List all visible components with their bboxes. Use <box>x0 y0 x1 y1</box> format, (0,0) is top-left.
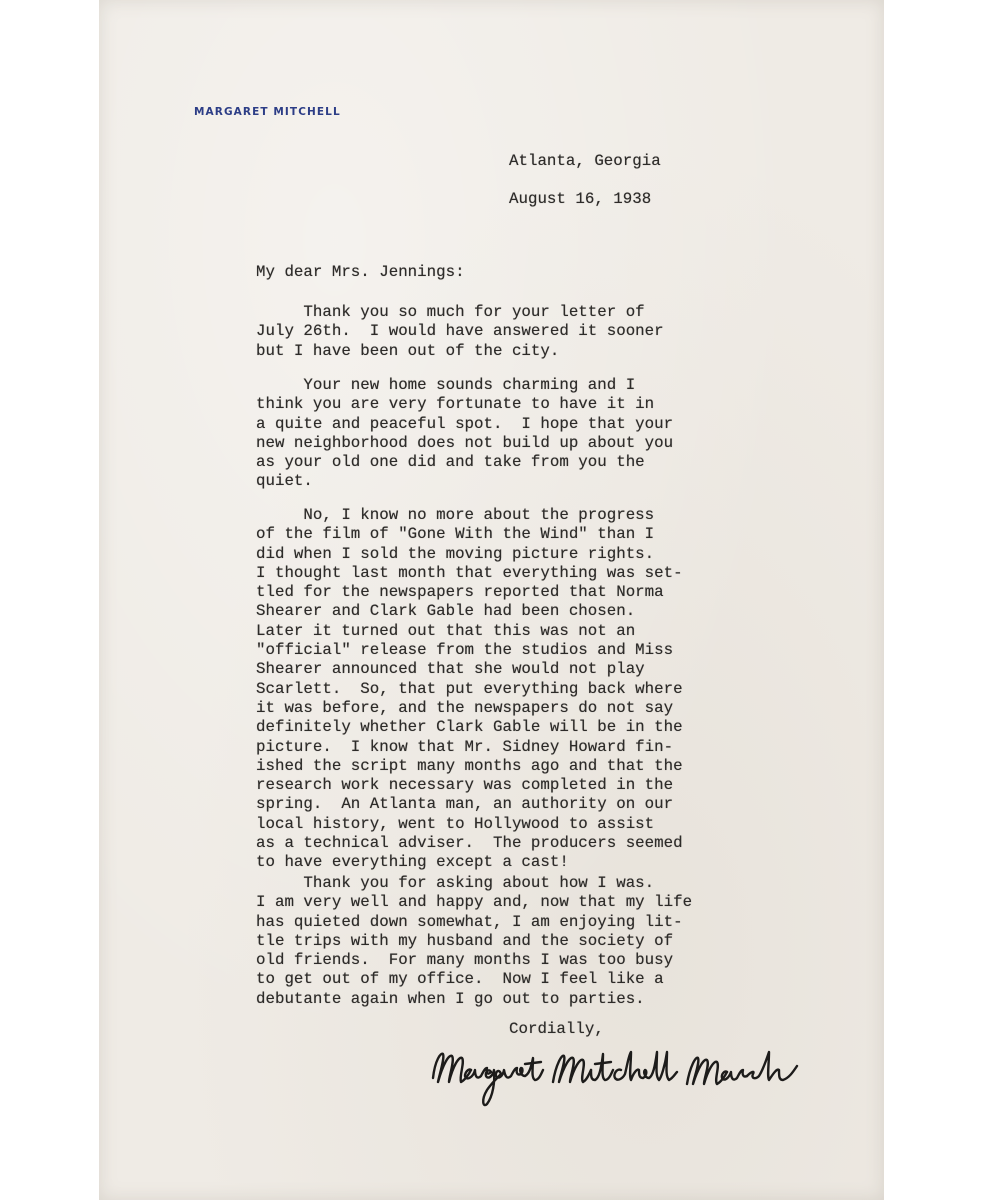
text-line: No, I know no more about the progress <box>256 506 655 524</box>
paragraph-1 <box>256 303 664 361</box>
text-line: research work necessary was completed in the <box>256 776 674 795</box>
text-line: of the film of "Gone With the Wind" than I <box>256 525 655 544</box>
text-line: "official" release from the studios and Miss <box>256 641 674 660</box>
paragraph-3 <box>256 506 683 873</box>
text-line: debutante again when I go out to parties. <box>256 989 645 1008</box>
text-line: July 26th. I would have answered it sooner <box>256 322 664 341</box>
text-line: I thought last month that everything was set- <box>256 563 683 582</box>
text-line: I am very well and happy and, now that my life <box>256 893 693 912</box>
text-line: it was before, and the newspapers do not say <box>256 698 674 717</box>
handwritten-signature <box>425 1030 805 1115</box>
text-line: Scarlett. So, that put everything back where <box>256 679 683 698</box>
text-line: a quite and peaceful spot. I hope that your <box>256 414 674 433</box>
text-line: old friends. For many months I was too busy <box>256 951 674 970</box>
text-line: to have everything except a cast! <box>256 853 569 872</box>
text-line: think you are very fortunate to have it in <box>256 395 655 414</box>
text-line: tled for the newspapers reported that Norma <box>256 583 664 602</box>
closing: Cordially, <box>509 1020 604 1038</box>
text-line: as a technical adviser. The producers seemed <box>256 834 683 853</box>
text-line: new neighborhood does not build up about you <box>256 433 674 452</box>
text-line: definitely whether Clark Gable will be in the <box>256 718 683 737</box>
text-line: Thank you for asking about how I was. <box>256 874 655 892</box>
text-line: Thank you so much for your letter of <box>256 303 645 321</box>
letterhead: MARGARET MITCHELL <box>194 106 341 118</box>
text-line: Your new home sounds charming and I <box>256 376 636 394</box>
salutation: My dear Mrs. Jennings: <box>256 263 465 281</box>
text-line: as your old one did and take from you the <box>256 453 645 472</box>
text-line: tle trips with my husband and the society of <box>256 931 674 950</box>
text-line: spring. An Atlanta man, an authority on our <box>256 795 674 814</box>
text-line: local history, went to Hollywood to assist <box>256 814 655 833</box>
date-line: August 16, 1938 <box>509 190 652 208</box>
paragraph-2 <box>256 376 673 492</box>
text-line: picture. I know that Mr. Sidney Howard fin- <box>256 737 674 756</box>
text-line: Later it turned out that this was not an <box>256 621 636 640</box>
text-line: but I have been out of the city. <box>256 341 560 360</box>
text-line: has quieted down somewhat, I am enjoying lit- <box>256 912 683 931</box>
text-line: ished the script many months ago and that the <box>256 756 683 775</box>
text-line: to get out of my office. Now I feel like a <box>256 970 664 989</box>
paragraph-4 <box>256 874 692 1009</box>
text-line: did when I sold the moving picture rights. <box>256 544 655 563</box>
text-line: quiet. <box>256 472 313 491</box>
text-line: Shearer announced that she would not play <box>256 660 645 679</box>
text-line: Shearer and Clark Gable had been chosen. <box>256 602 636 621</box>
place-line: Atlanta, Georgia <box>509 152 661 170</box>
